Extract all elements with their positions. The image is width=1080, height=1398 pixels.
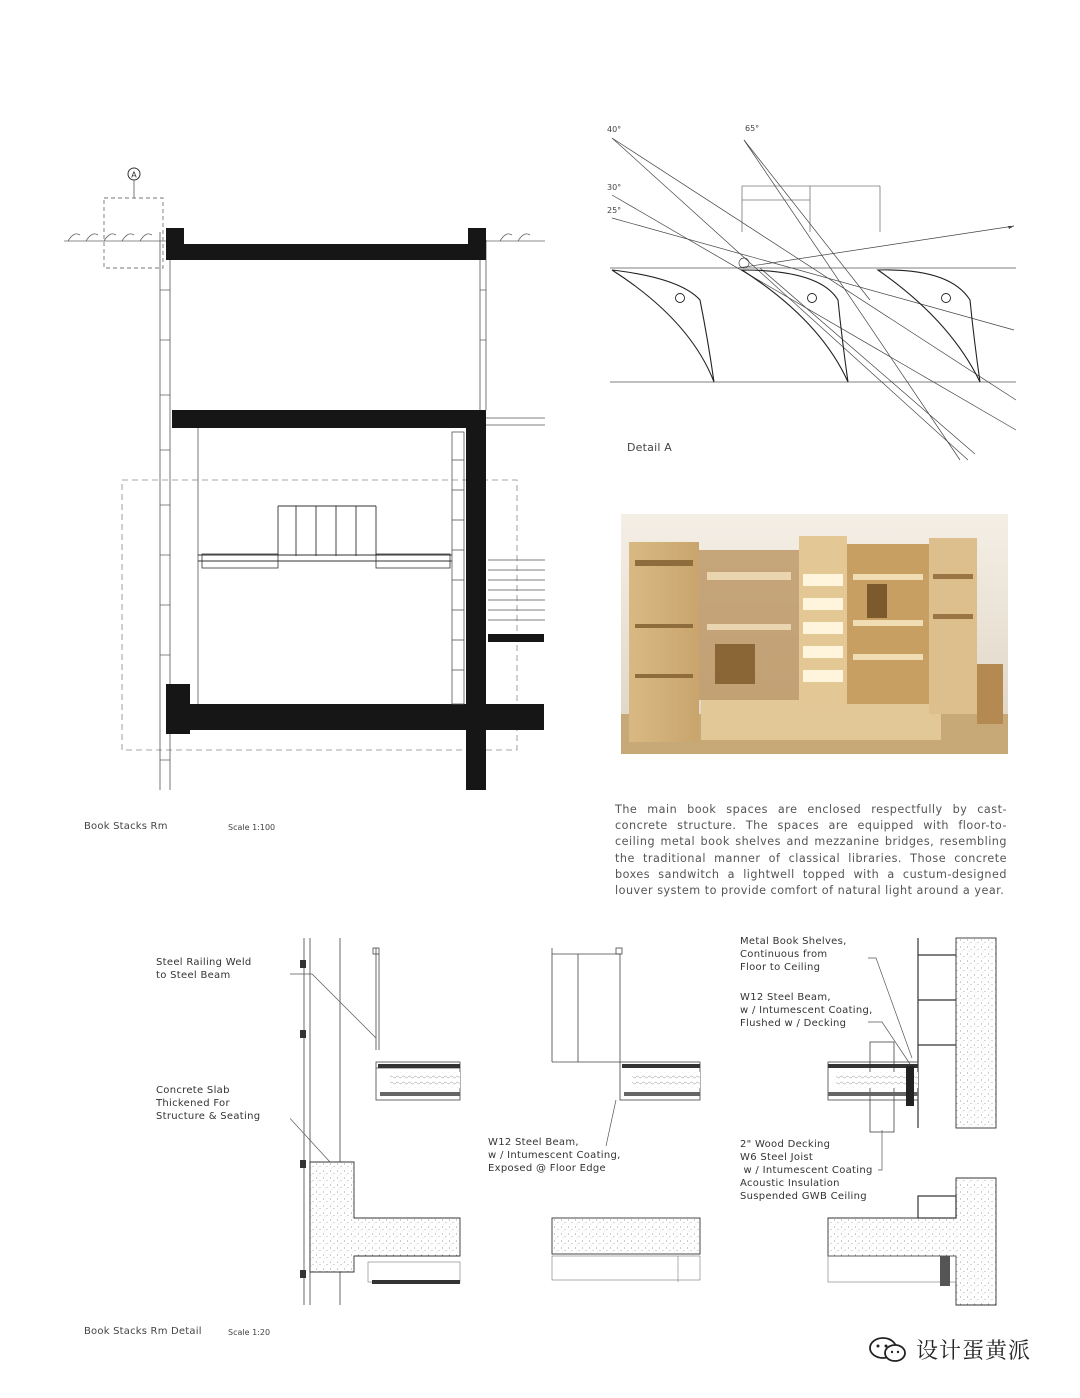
angle-label-25: 25° <box>607 206 622 215</box>
callout-letter: A <box>131 170 137 180</box>
note-concrete-slab <box>156 1084 260 1123</box>
project-description: The main book spaces are enclosed respectfully by cast-concrete structure. The spaces are equipped with floor-to-ceiling metal book shelves and mezzanine bridges, resembling the traditional manner of classical libraries. Those concrete boxes sandwitch a lightwell topped with a custum-designed louver system to provide comfort of natural light around a year. <box>615 803 1007 898</box>
note-line: W6 Steel Joist <box>740 1152 814 1163</box>
note-line: w / Intumescent Coating, <box>488 1150 621 1161</box>
watermark <box>868 1334 1031 1365</box>
building-section-drawing <box>60 160 560 800</box>
note-line: Acoustic Insulation <box>740 1178 840 1189</box>
note-line: Exposed @ Floor Edge <box>488 1163 606 1174</box>
note-line: w / Intumescent Coating <box>740 1165 873 1176</box>
note-line: w / Intumescent Coating, <box>740 1005 873 1016</box>
section-scale: Scale 1:100 <box>228 823 276 832</box>
note-steel-railing <box>156 956 252 982</box>
note-line: Continuous from <box>740 949 828 960</box>
note-line: Steel Railing Weld <box>156 957 252 968</box>
note-line: W12 Steel Beam, <box>740 992 831 1003</box>
chat-bubble-icon <box>868 1335 908 1365</box>
details-scale: Scale 1:20 <box>228 1328 271 1337</box>
note-line: Concrete Slab <box>156 1085 230 1096</box>
note-line: to Steel Beam <box>156 970 231 981</box>
note-line: Floor to Ceiling <box>740 962 821 973</box>
note-line: Structure & Seating <box>156 1111 261 1122</box>
note-line: W12 Steel Beam, <box>488 1137 579 1148</box>
note-book-shelves <box>740 935 847 974</box>
angle-label-65: 65° <box>745 124 760 133</box>
note-beam-exposed <box>488 1136 621 1175</box>
section-caption: Book Stacks Rm <box>84 821 168 832</box>
note-line: Metal Book Shelves, <box>740 936 847 947</box>
detail-a-caption: Detail A <box>627 441 673 454</box>
note-beam-flushed <box>740 991 873 1030</box>
details-caption: Book Stacks Rm Detail <box>84 1326 202 1337</box>
section-callout-marker <box>128 168 140 198</box>
note-line: 2" Wood Decking <box>740 1139 831 1150</box>
note-line: Thickened For <box>156 1098 230 1109</box>
watermark-text: 设计蛋黄派 <box>916 1339 1032 1364</box>
note-line: Flushed w / Decking <box>740 1018 847 1029</box>
angle-label-40: 40° <box>607 125 622 134</box>
note-floor-buildup <box>740 1138 873 1203</box>
detail-a-louver-diagram <box>600 118 1030 468</box>
angle-label-30: 30° <box>607 183 622 192</box>
wall-section-details-drawing <box>290 930 1010 1310</box>
note-line: Suspended GWB Ceiling <box>740 1191 867 1202</box>
library-model-photo <box>621 514 1008 754</box>
